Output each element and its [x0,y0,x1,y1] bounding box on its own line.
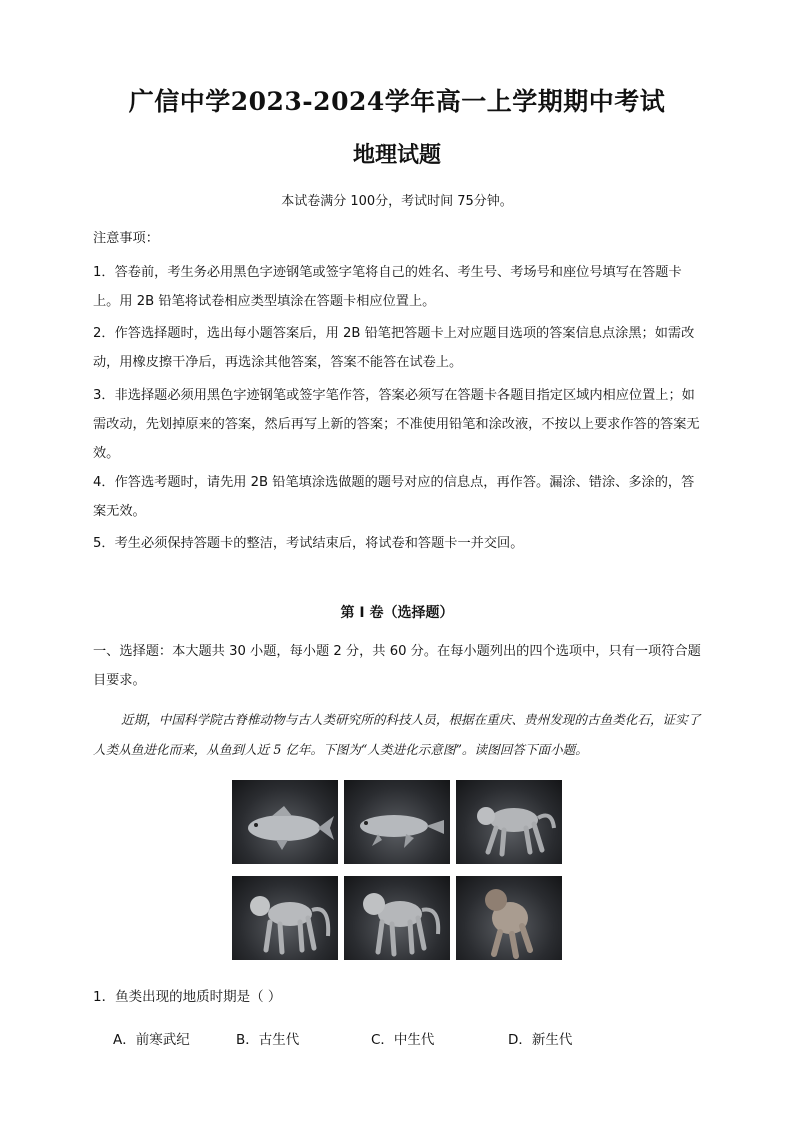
option-c[interactable]: C．中生代 [371,1032,435,1048]
option-d[interactable]: D．新生代 [508,1032,573,1048]
early-primate-icon [456,780,562,864]
note-item-3: 3．非选择题必须用黑色字迹钢笔或签字笔作答，答案必须写在答题卡各题目指定区域内相应位置上；如需改动，先划掉原来的答案，然后再写上新的答案；不准使用铅笔和涂改液，不按以上要求作答的答案无效。 [93,388,700,461]
notes-heading: 注意事项： [93,231,159,246]
option-a[interactable]: A．前寒武纪 [113,1032,190,1048]
question-1-stem: 1．鱼类出现的地质时期是（ ） [93,989,282,1005]
note-item-2: 2．作答选择题时，选出每小题答案后，用 2B 铅笔把答题卡上对应题目选项的答案信息点涂黑；如需改动，用橡皮擦干净后，再选涂其他答案，答案不能答在试卷上。 [93,326,695,370]
note-item-1: 1．答卷前，考生务必用黑色字迹钢笔或签字笔将自己的姓名、考生号、考场号和座位号填写在答题卡上。用 2B 铅笔将试卷相应类型填涂在答题卡相应位置上。 [93,265,682,309]
lobe-fin-fish-icon [344,780,450,864]
exam-info: 本试卷满分 100分，考试时间 75分钟。 [281,194,513,209]
note-item-5: 5．考生必须保持答题卡的整洁，考试结束后，将试卷和答题卡一并交回。 [93,536,524,551]
fish-icon [232,780,338,864]
note-item-4: 4．作答选考题时，请先用 2B 铅笔填涂选做题的题号对应的信息点，再作答。漏涂、错涂、多涂的，答案无效。 [93,475,695,519]
section-intro: 一、选择题：本大题共 30 小题，每小题 2 分，共 60 分。在每小题列出的四个选项中，只有一项符合题目要求。 [93,644,701,688]
hominid-icon [456,876,562,960]
ape-icon [344,876,450,960]
subject-title: 地理试题 [352,142,441,168]
option-b[interactable]: B．古生代 [236,1032,300,1048]
evolution-figure [232,780,562,962]
section-title: 第 I 卷（选择题） [340,605,454,621]
reading-passage: 近期，中国科学院古脊椎动物与古人类研究所的科技人员，根据在重庆、贵州发现的古鱼类化石，证实了人类从鱼进化而来，从鱼到人近 5 亿年。下图为“人类进化示意图”。读图回答下面小题。 [93,712,701,757]
exam-title: 广信中学2023-2024学年高一上学期期中考试 [128,87,666,116]
monkey-icon [232,876,338,960]
